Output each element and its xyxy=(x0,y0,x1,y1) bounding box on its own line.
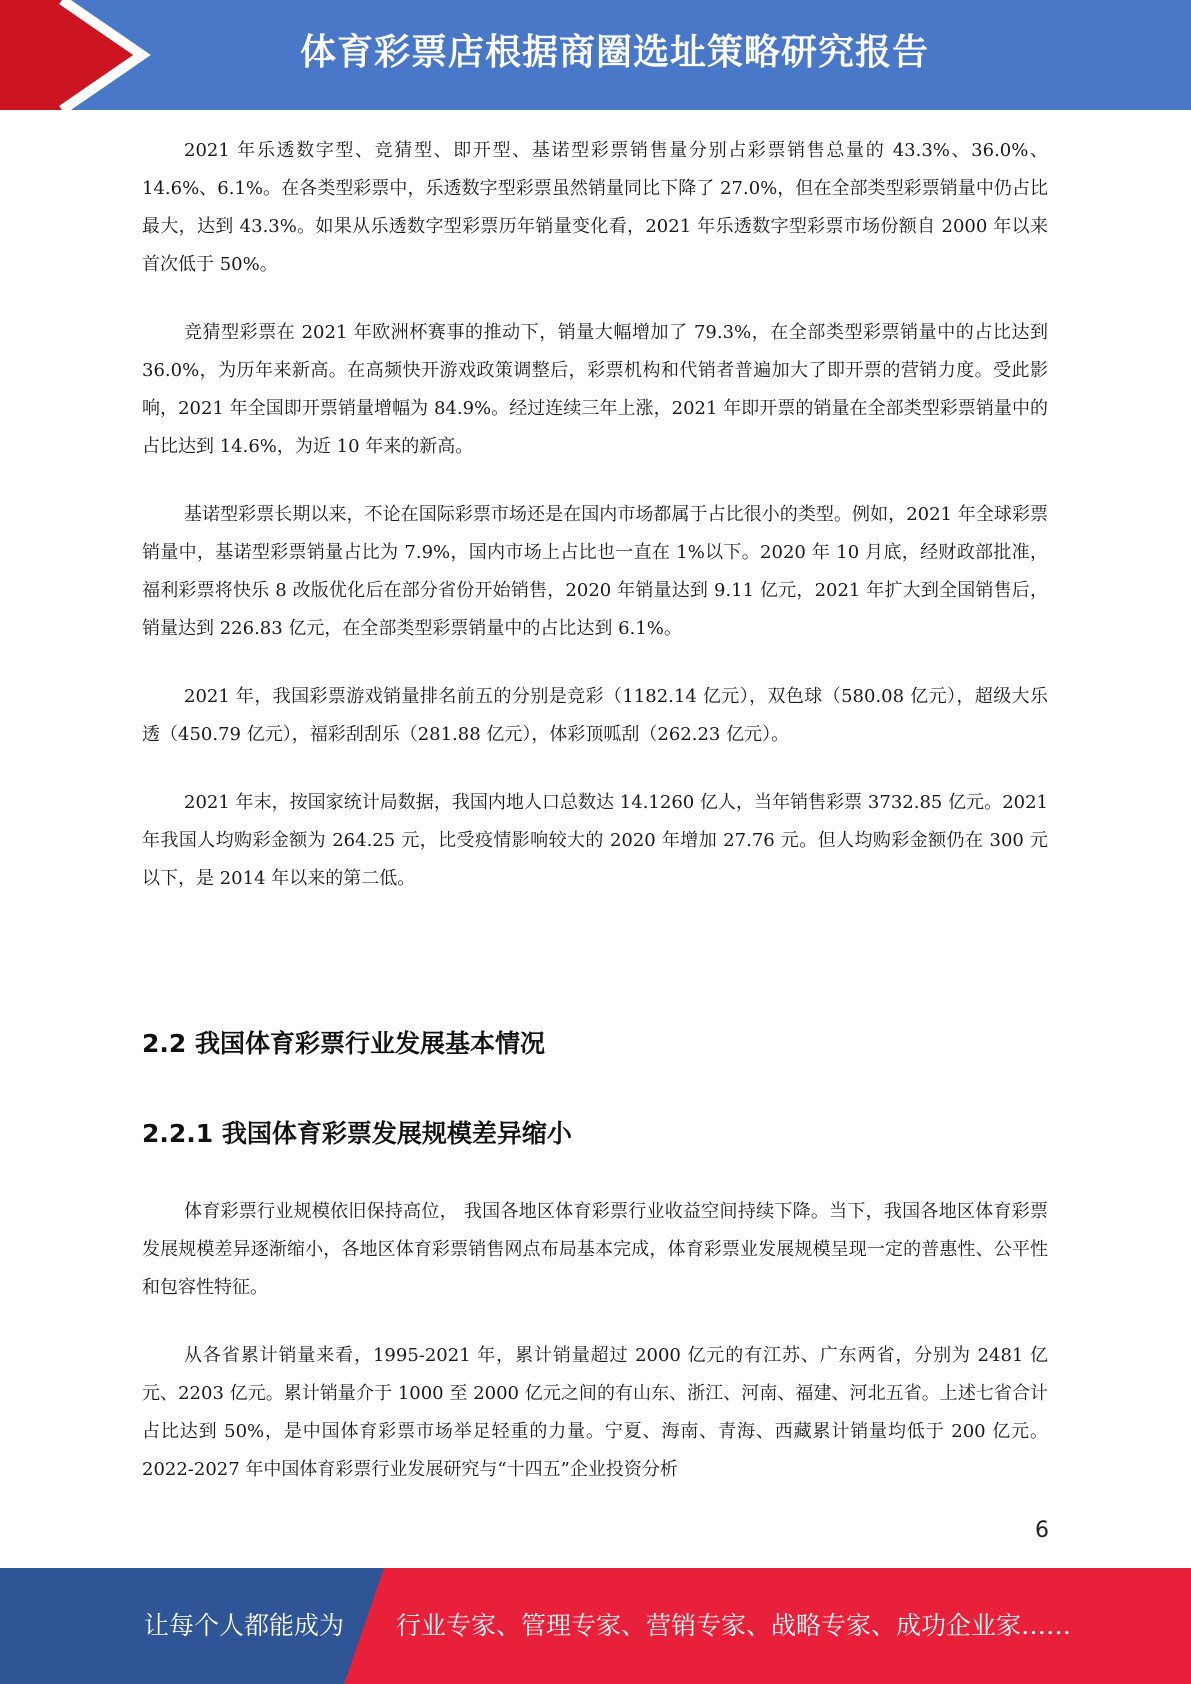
paragraph-industry-scale: 体育彩票行业规模依旧保持高位， 我国各地区体育彩票行业收益空间持续下降。当下，我国各地区体育彩票发展规模差异逐渐缩小，各地区体育彩票销售网点布局基本完成，体育彩票业发展规模呈现一定的普惠性、公平性和包容性特征。 xyxy=(142,1201,1048,1298)
page-header xyxy=(0,0,1191,110)
body-text-bottom xyxy=(142,1193,1048,1489)
paragraph-per-capita-spending: 2021 年末，按国家统计局数据，我国内地人口总数达 14.1260 亿人，当年销售彩票 3732.85 亿元。2021 年我国人均购彩金额为 264.25 元，比受疫情影响较大的 2020 年增加 27.76 元。但人均购彩金额仍在 300 元以下，是 2014 年以来的第二低。 xyxy=(142,792,1048,889)
page-footer xyxy=(0,1568,1191,1684)
paragraph-top-five-games: 2021 年，我国彩票游戏销量排名前五的分别是竞彩（1182.14 亿元），双色球（580.08 亿元），超级大乐透（450.79 亿元），福彩刮刮乐（281.88 亿元），体彩顶呱刮（262.23 亿元）。 xyxy=(142,686,1048,745)
paragraph-provincial-sales: 从各省累计销量来看，1995-2021 年，累计销量超过 2000 亿元的有江苏、广东两省，分别为 2481 亿元、2203 亿元。累计销量介于 1000 至 2000 亿元之间的有山东、浙江、河南、福建、河北五省。上述七省合计占比达到 50%，是中国体育彩票市场举足轻重的力量。宁夏、海南、青海、西藏累计销量均低于 200 亿元。2022-2027 年中国体育彩票行业发展研究与“十四五”企业投资分析 xyxy=(142,1345,1048,1480)
footer-slogan-right: 行业专家、管理专家、营销专家、战略专家、成功企业家…… xyxy=(396,1611,1072,1640)
footer-slogan-left: 让每个人都能成为 xyxy=(144,1611,345,1640)
paragraph-quiz-lottery: 竞猜型彩票在 2021 年欧洲杯赛事的推动下，销量大幅增加了 79.3%，在全部类型彩票销量中的占比达到 36.0%，为历年来新高。在高频快开游戏政策调整后，彩票机构和代销者普遍加大了即开票的营销力度。受此影响，2021 年全国即开票销量增幅为 84.9%。经过连续三年上涨，2021 年即开票的销量在全部类型彩票销量中的占比达到 14.6%，为近 10 年来的新高。 xyxy=(142,322,1048,457)
body-text-top xyxy=(142,132,1048,898)
section-heading: 2.2 我国体育彩票行业发展基本情况 xyxy=(142,1029,545,1058)
paragraph-keno-lottery: 基诺型彩票长期以来，不论在国际彩票市场还是在国内市场都属于占比很小的类型。例如，2021 年全球彩票销量中，基诺型彩票销量占比为 7.9%，国内市场上占比也一直在 1%以下。2020 年 10 月底，经财政部批准，福利彩票将快乐 8 改版优化后在部分省份开始销售，2020 年销量达到 9.11 亿元，2021 年扩大到全国销售后，销量达到 226.83 亿元，在全部类型彩票销量中的占比达到 6.1%。 xyxy=(142,504,1048,639)
report-title: 体育彩票店根据商圈选址策略研究报告 xyxy=(300,32,930,73)
subsection-heading: 2.2.1 我国体育彩票发展规模差异缩小 xyxy=(142,1119,572,1148)
paragraph-lottery-type-share: 2021 年乐透数字型、竞猜型、即开型、基诺型彩票销售量分别占彩票销售总量的 43.3%、36.0%、14.6%、6.1%。在各类型彩票中，乐透数字型彩票虽然销量同比下降了 27.0%，但在全部类型彩票销量中仍占比最大，达到 43.3%。如果从乐透数字型彩票历年销量变化看，2021 年乐透数字型彩票市场份额自 2000 年以来首次低于 50%。 xyxy=(142,140,1048,275)
page-number: 6 xyxy=(1035,1518,1049,1543)
